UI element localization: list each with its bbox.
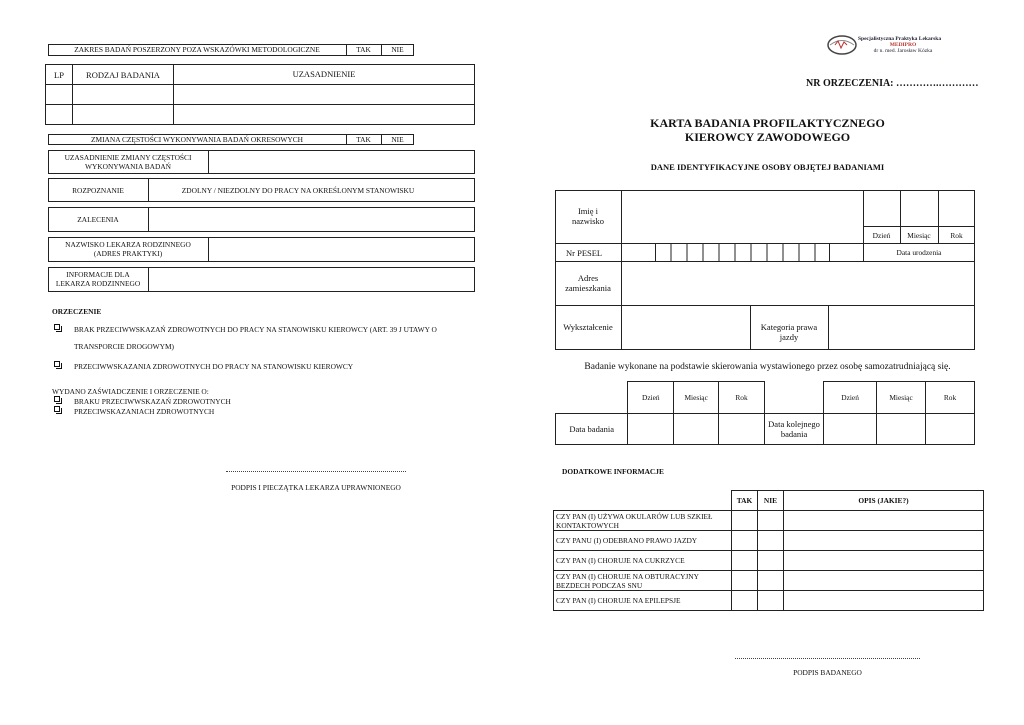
exam-cell[interactable] xyxy=(174,105,475,125)
exam-table-lp: LP xyxy=(46,65,73,85)
verdict-option1-checkbox[interactable] xyxy=(54,324,60,330)
doctor-signature-line[interactable] xyxy=(226,471,406,472)
answer-desc-cell[interactable] xyxy=(784,531,984,551)
exam-month-label: Miesiąc xyxy=(674,382,719,414)
exam-cell[interactable] xyxy=(46,105,73,125)
answer-yes-cell[interactable] xyxy=(732,571,758,591)
extra-info-title: DODATKOWE INFORMACJE xyxy=(562,467,664,476)
answer-no-cell[interactable] xyxy=(758,571,784,591)
birth-date-label: Data urodzenia xyxy=(896,248,942,257)
next-month-input[interactable] xyxy=(877,414,926,445)
exam-table-type: RODZAJ BADANIA xyxy=(73,65,174,85)
logo-line2: MEDIPRO xyxy=(889,42,917,48)
answer-yes-cell[interactable] xyxy=(732,531,758,551)
exam-cell[interactable] xyxy=(46,85,73,105)
question-sleep-apnea: CZY PAN (I) CHORUJE NA OBTURACYJNY BEZDECH PODCZAS SNU xyxy=(554,571,732,591)
extended-scope-label: ZAKRES BADAŃ POSZERZONY POZA WSKAZÓWKI METODOLOGICZNE xyxy=(74,45,320,54)
education-input[interactable] xyxy=(622,306,749,349)
pesel-label: Nr PESEL xyxy=(566,248,603,258)
next-year-input[interactable] xyxy=(926,414,975,445)
logo-line1: Specjalistyczna Praktyka Lekarska xyxy=(858,36,942,42)
license-label: Kategoria prawa jazdy xyxy=(760,322,818,342)
title-line2: KIEROWCY ZAWODOWEGO xyxy=(684,130,851,144)
dates-table xyxy=(555,381,975,445)
answer-no-cell[interactable] xyxy=(758,531,784,551)
question-epilepsy: CZY PAN (I) CHORUJE NA EPILEPSJE xyxy=(554,591,732,611)
extra-yes-header: TAK xyxy=(732,491,758,511)
frequency-no[interactable]: NIE xyxy=(391,135,404,144)
exam-cell[interactable] xyxy=(73,85,174,105)
next-exam-date-label: Data kolejnego badania xyxy=(764,414,823,445)
patient-signature-line[interactable] xyxy=(735,658,920,659)
verdict-option1-line2: TRANSPORCIE DROGOWYM) xyxy=(74,342,174,351)
logo-icon xyxy=(826,34,858,56)
family-doctor-label: NAZWISKO LEKARZA RODZINNEGO (ADRES PRAKTYKI) xyxy=(65,240,191,258)
doctor-signature-label: PODPIS I PIECZĄTKA LEKARZA UPRAWNIONEGO xyxy=(231,483,401,492)
verdict-option1-line1: BRAK PRZECIWWSKAZAŃ ZDROWOTNYCH DO PRACY NA STANOWISKU KIEROWCY (ART. 39 J UTAWY O xyxy=(74,325,437,334)
extra-info-table xyxy=(553,490,984,611)
verdict-option2: PRZECIWWSKAZANIA ZDROWOTNYCH DO PRACY NA STANOWISKU KIEROWCY xyxy=(74,362,354,371)
exam-cell[interactable] xyxy=(174,85,475,105)
answer-desc-cell[interactable] xyxy=(784,551,984,571)
issued-option1: BRAKU PRZECIWWSKAZAŃ ZDROWOTNYCH xyxy=(74,397,231,406)
diagnosis-value: ZDOLNY / NIEZDOLNY DO PRACY NA OKREŚLONYM STANOWISKU xyxy=(181,186,415,195)
answer-desc-cell[interactable] xyxy=(784,571,984,591)
answer-desc-cell[interactable] xyxy=(784,591,984,611)
next-day-label: Dzień xyxy=(824,382,877,414)
birth-year-label: Rok xyxy=(950,231,963,240)
extended-scope-yes[interactable]: TAK xyxy=(356,45,371,54)
frequency-reason-label: UZASADNIENIE ZMIANY CZĘSTOŚCI WYKONYWANIA BADAŃ xyxy=(64,153,192,171)
subtitle: DANE IDENTYFIKACYJNE OSOBY OBJĘTEJ BADANIAMI xyxy=(650,162,885,172)
referral-note: Badanie wykonane na podstawie skierowania wystawionego przez osobę samozatrudniającą się. xyxy=(584,362,951,372)
exam-cell[interactable] xyxy=(73,105,174,125)
exam-table xyxy=(45,64,475,125)
address-input[interactable] xyxy=(622,262,974,304)
patient-signature-label: PODPIS BADANEGO xyxy=(793,668,862,677)
answer-yes-cell[interactable] xyxy=(732,511,758,531)
name-label: Imię i nazwisko xyxy=(571,206,605,226)
diagnosis-label: ROZPOZNANIE xyxy=(72,186,124,195)
title-line1: KARTA BADANIA PROFILAKTYCZNEGO xyxy=(650,116,885,130)
recommendations-label: ZALECENIA xyxy=(77,215,119,224)
next-year-label: Rok xyxy=(926,382,975,414)
education-label: Wykształcenie xyxy=(563,322,613,332)
license-input[interactable] xyxy=(829,306,974,349)
answer-no-cell[interactable] xyxy=(758,591,784,611)
answer-desc-cell[interactable] xyxy=(784,511,984,531)
issued-option1-checkbox[interactable] xyxy=(54,396,60,402)
next-day-input[interactable] xyxy=(824,414,877,445)
exam-day-label: Dzień xyxy=(628,382,674,414)
family-doctor-info-label: INFORMACJE DLA LEKARZA RODZINNEGO xyxy=(55,270,141,288)
extra-no-header: NIE xyxy=(758,491,784,511)
frequency-label: ZMIANA CZĘSTOŚCI WYKONYWANIA BADAŃ OKRESOWYCH xyxy=(90,135,303,144)
frequency-yes[interactable]: TAK xyxy=(356,135,371,144)
extended-scope-no[interactable]: NIE xyxy=(391,45,404,54)
verdict-option2-checkbox[interactable] xyxy=(54,361,60,367)
answer-yes-cell[interactable] xyxy=(732,591,758,611)
birth-day-label: Dzień xyxy=(872,231,891,240)
extra-desc-header: OPIS (JAKIE?) xyxy=(784,491,984,511)
exam-day-input[interactable] xyxy=(628,414,674,445)
birth-month-label: Miesiąc xyxy=(907,231,931,240)
logo-line3: dr n. med. Jarosław Kózka xyxy=(873,48,933,54)
exam-month-input[interactable] xyxy=(674,414,719,445)
answer-yes-cell[interactable] xyxy=(732,551,758,571)
next-month-label: Miesiąc xyxy=(877,382,926,414)
issued-option2-checkbox[interactable] xyxy=(54,406,60,412)
verdict-number[interactable]: NR ORZECZENIA: ………….………… xyxy=(806,78,979,89)
pesel-boxes[interactable] xyxy=(655,243,830,261)
issued-title: WYDANO ZAŚWIADCZENIE I ORZECZENIE O: xyxy=(52,387,209,396)
address-label: Adres zamieszkania xyxy=(565,273,611,293)
exam-date-label: Data badania xyxy=(556,414,628,445)
answer-no-cell[interactable] xyxy=(758,551,784,571)
exam-year-label: Rok xyxy=(719,382,765,414)
issued-option2: PRZECIWSKAZANIACH ZDROWOTNYCH xyxy=(74,407,215,416)
name-input[interactable] xyxy=(622,191,862,242)
answer-no-cell[interactable] xyxy=(758,511,784,531)
exam-year-input[interactable] xyxy=(719,414,765,445)
exam-table-reason: UZASADNIENIE xyxy=(174,65,475,85)
question-license-revoked: CZY PANU (I) ODEBRANO PRAWO JAZDY xyxy=(554,531,732,551)
question-glasses: CZY PAN (I) UŻYWA OKULARÓW LUB SZKIEŁ KONTAKTOWYCH xyxy=(554,511,732,531)
question-diabetes: CZY PAN (I) CHORUJE NA CUKRZYCE xyxy=(554,551,732,571)
verdict-title: ORZECZENIE xyxy=(52,307,102,316)
